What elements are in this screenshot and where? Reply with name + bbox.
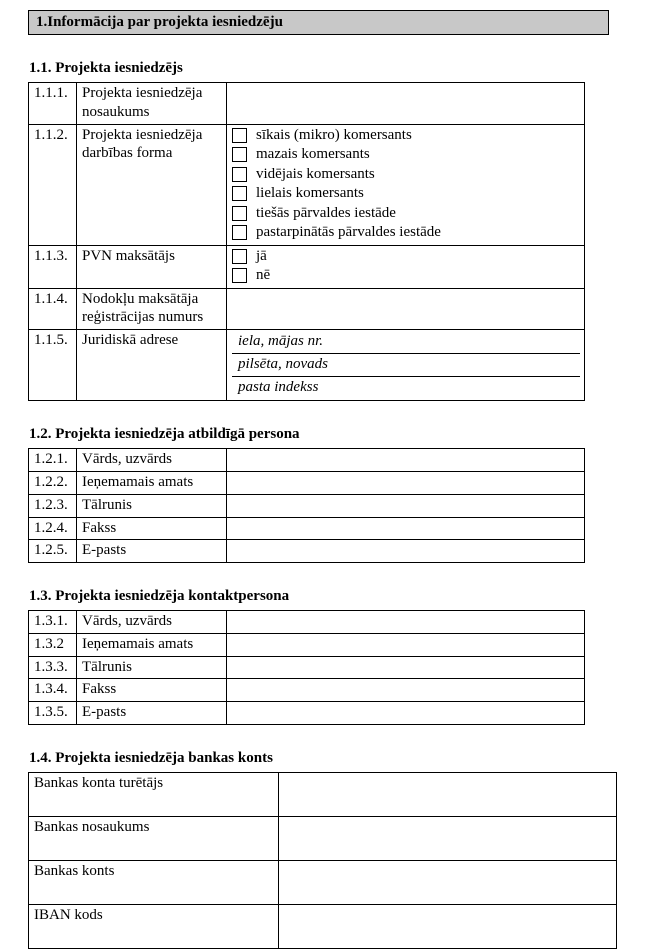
checkbox-sikais-mikro-komersants[interactable] (232, 128, 247, 143)
row-label: Fakss (77, 679, 227, 702)
table-row (29, 611, 585, 634)
table-row (29, 83, 585, 125)
value-cell-1-3-3[interactable] (227, 656, 585, 679)
row-number: 1.2.2. (29, 472, 77, 495)
darbibas-forma-options-cell (227, 124, 585, 245)
heading-1-2: 1.2. Projekta iesniedzēja atbildīgā persona (29, 426, 300, 443)
checkbox-label: tiešās pārvaldes iestāde (256, 204, 396, 221)
row-label: Vārds, uzvārds (77, 449, 227, 472)
option-row (232, 165, 580, 185)
heading-1-3: 1.3. Projekta iesniedzēja kontaktpersona (29, 588, 290, 604)
row-label: Bankas nosaukums (29, 816, 279, 860)
row-label: Bankas konta turētājs (29, 772, 279, 816)
checkbox-label: lielais komersants (256, 185, 364, 202)
table-row (29, 472, 585, 495)
checkbox-pastarpinatas-parvaldes-iestade[interactable] (232, 225, 247, 240)
row-number: 1.3.2 (29, 633, 77, 656)
value-cell-bankas-nosaukums[interactable] (279, 816, 617, 860)
option-row (232, 184, 580, 204)
checkbox-label: mazais komersants (256, 146, 370, 163)
row-label: Vārds, uzvārds (77, 611, 227, 634)
checkbox-label: nē (256, 267, 271, 284)
section-1-title: 1.Informācija par projekta iesniedzēju (36, 14, 283, 30)
heading-1-1: 1.1. Projekta iesniedzējs (29, 60, 183, 76)
table-1-1 (28, 82, 585, 401)
value-cell-iban-kods[interactable] (279, 904, 617, 948)
checkbox-label: jā (256, 247, 267, 264)
value-cell-1-3-1[interactable] (227, 611, 585, 634)
option-row (232, 266, 580, 286)
table-row (29, 816, 617, 860)
value-cell-1-2-5[interactable] (227, 540, 585, 563)
juridiska-adrese-cell (227, 330, 585, 401)
row-label: PVN maksātājs (77, 245, 227, 288)
option-row (232, 204, 580, 224)
address-field-pasta-indekss[interactable]: pasta indekss (238, 378, 319, 395)
address-field-pilseta[interactable]: pilsēta, novads (232, 354, 580, 377)
table-row (29, 702, 585, 725)
checkbox-videjais-komersants[interactable] (232, 167, 247, 182)
checkbox-mazais-komersants[interactable] (232, 147, 247, 162)
table-1-3 (28, 610, 585, 725)
table-row (29, 449, 585, 472)
table-1-4 (28, 772, 617, 949)
checkbox-label: vidējais komersants (256, 165, 375, 182)
checkbox-label: pastarpinātās pārvaldes iestāde (256, 224, 441, 241)
table-row (29, 245, 585, 288)
row-label: Nodokļu maksātāja reģistrācijas numurs (77, 288, 227, 330)
row-number: 1.2.3. (29, 494, 77, 517)
value-cell-bankas-konta-turetajs[interactable] (279, 772, 617, 816)
row-number: 1.2.5. (29, 540, 77, 563)
value-cell-1-2-4[interactable] (227, 517, 585, 540)
row-label: Tālrunis (77, 494, 227, 517)
table-row (29, 772, 617, 816)
row-label: Tālrunis (77, 656, 227, 679)
value-cell-1-3-2[interactable] (227, 633, 585, 656)
table-row (29, 124, 585, 245)
address-field-iela[interactable]: iela, mājas nr. (232, 331, 580, 354)
row-label: Bankas konts (29, 860, 279, 904)
checkbox-tiesas-parvaldes-iestade[interactable] (232, 206, 247, 221)
section-1-title-bar (28, 10, 609, 35)
table-row (29, 517, 585, 540)
row-number: 1.2.4. (29, 517, 77, 540)
value-cell-1-2-3[interactable] (227, 494, 585, 517)
checkbox-ja[interactable] (232, 249, 247, 264)
heading-1-4: 1.4. Projekta iesniedzēja bankas konts (29, 749, 273, 766)
option-row (232, 247, 580, 267)
value-cell-1-3-4[interactable] (227, 679, 585, 702)
row-number: 1.1.4. (29, 288, 77, 330)
value-cell-projekta-nosaukums[interactable] (227, 83, 585, 125)
table-row (29, 679, 585, 702)
row-number: 1.3.5. (29, 702, 77, 725)
row-number: 1.1.2. (29, 124, 77, 245)
row-number: 1.3.4. (29, 679, 77, 702)
value-cell-1-3-5[interactable] (227, 702, 585, 725)
value-cell-1-2-2[interactable] (227, 472, 585, 495)
row-label: Ieņemamais amats (77, 633, 227, 656)
table-row (29, 494, 585, 517)
table-row (29, 288, 585, 330)
table-row (29, 330, 585, 401)
pvn-options-cell (227, 245, 585, 288)
value-cell-registracijas-numurs[interactable] (227, 288, 585, 330)
checkbox-ne[interactable] (232, 268, 247, 283)
option-row (232, 126, 580, 146)
row-label: Projekta iesniedzēja darbības forma (77, 124, 227, 245)
row-label: E-pasts (77, 702, 227, 725)
row-number: 1.2.1. (29, 449, 77, 472)
option-row (232, 223, 580, 243)
row-label: Projekta iesniedzēja nosaukums (77, 83, 227, 125)
table-row (29, 540, 585, 563)
row-number: 1.1.1. (29, 83, 77, 125)
checkbox-lielais-komersants[interactable] (232, 186, 247, 201)
table-row (29, 904, 617, 948)
value-cell-bankas-konts[interactable] (279, 860, 617, 904)
row-number: 1.1.3. (29, 245, 77, 288)
row-label: Fakss (77, 517, 227, 540)
table-1-2 (28, 448, 585, 563)
row-number: 1.3.1. (29, 611, 77, 634)
table-row (29, 656, 585, 679)
checkbox-label: sīkais (mikro) komersants (256, 126, 412, 143)
table-row (29, 860, 617, 904)
row-label: E-pasts (77, 540, 227, 563)
row-label: Juridiskā adrese (77, 330, 227, 401)
row-label: Ieņemamais amats (77, 472, 227, 495)
table-row (29, 633, 585, 656)
option-row (232, 145, 580, 165)
value-cell-1-2-1[interactable] (227, 449, 585, 472)
row-label: IBAN kods (29, 904, 279, 948)
row-number: 1.3.3. (29, 656, 77, 679)
row-number: 1.1.5. (29, 330, 77, 401)
